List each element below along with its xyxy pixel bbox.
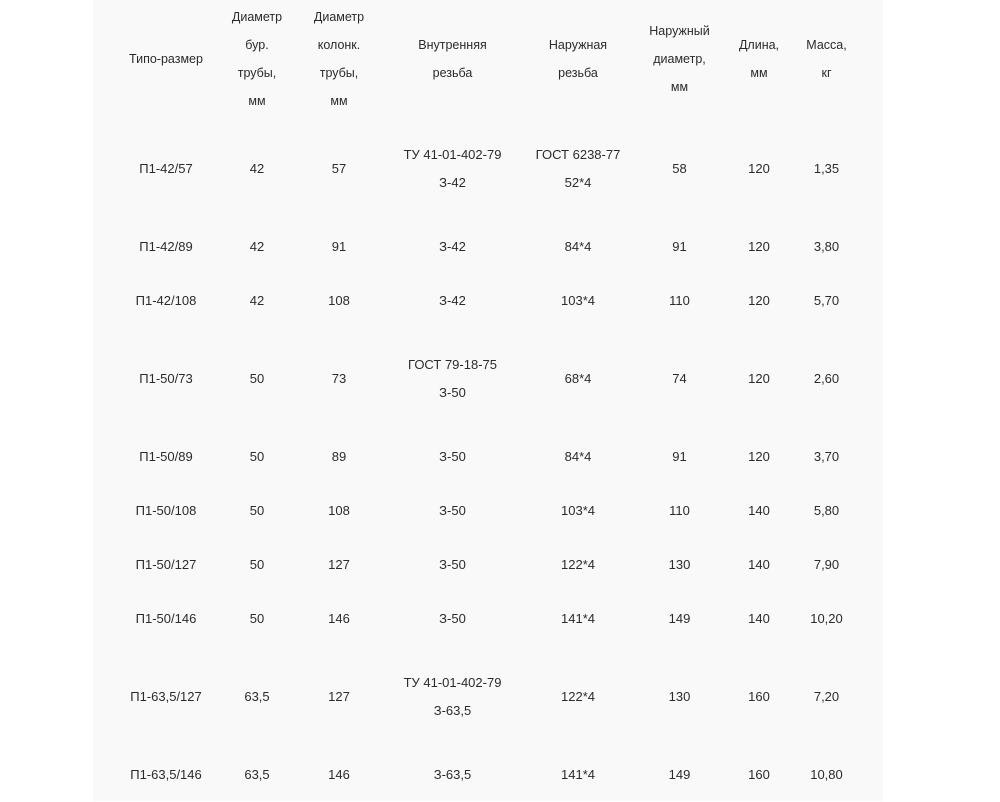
col-header-outer-thread — [527, 0, 629, 118]
cell-mass: 5,80 — [813, 503, 840, 518]
header-text: кг — [821, 66, 832, 80]
col-header-type — [118, 0, 214, 118]
header-text: Диаметр — [313, 10, 365, 24]
cell-outer-thread — [527, 328, 629, 430]
header-text: Наружный — [649, 24, 710, 38]
header-row — [118, 0, 865, 118]
cell-length: 160 — [748, 767, 770, 782]
cell-line: З-50 — [439, 611, 466, 626]
cell-mass: 7,90 — [813, 557, 840, 572]
cell-outer-diameter: 110 — [669, 503, 690, 518]
cell-core-diameter: 73 — [331, 371, 347, 386]
header-text: трубы, — [237, 66, 277, 80]
cell-drill-diameter: 42 — [249, 293, 265, 308]
cell-mass: 3,80 — [813, 239, 840, 254]
col-header-outer-diameter — [629, 0, 730, 118]
header-text: Длина, — [738, 38, 780, 52]
cell-length: 120 — [748, 293, 770, 308]
cell-type: П1-42/57 — [139, 161, 193, 176]
cell-outer-diameter: 110 — [669, 293, 690, 308]
cell-line: З-42 — [439, 175, 466, 190]
cell-outer-thread — [527, 592, 629, 646]
cell-mass: 1,35 — [813, 161, 840, 176]
cell-core-diameter: 146 — [328, 611, 350, 626]
cell-outer-diameter: 74 — [672, 371, 687, 386]
cell-inner-thread — [378, 748, 527, 802]
cell-core-diameter: 91 — [331, 239, 347, 254]
table-row — [118, 592, 865, 646]
cell-length: 140 — [748, 503, 770, 518]
cell-outer-diameter: 91 — [672, 239, 687, 254]
cell-line: 103*4 — [561, 293, 595, 308]
cell-length: 120 — [748, 161, 770, 176]
cell-line: З-50 — [439, 449, 466, 464]
cell-outer-diameter: 58 — [672, 161, 687, 176]
cell-outer-diameter: 149 — [668, 611, 691, 626]
cell-drill-diameter: 42 — [249, 239, 265, 254]
table-row — [118, 118, 865, 220]
table-row — [118, 274, 865, 328]
cell-mass: 3,70 — [813, 449, 840, 464]
cell-inner-thread — [378, 646, 527, 748]
header-text: колонк. — [317, 38, 361, 52]
cell-line: 122*4 — [561, 689, 595, 704]
table-row — [118, 328, 865, 430]
cell-line: 141*4 — [561, 767, 595, 782]
table-row — [118, 484, 865, 538]
cell-line: З-63,5 — [433, 703, 472, 718]
cell-core-diameter: 57 — [331, 161, 347, 176]
cell-outer-thread — [527, 538, 629, 592]
cell-outer-diameter: 130 — [668, 689, 691, 704]
cell-type: П1-50/127 — [135, 557, 197, 572]
cell-mass: 5,70 — [813, 293, 840, 308]
cell-drill-diameter: 50 — [249, 557, 265, 572]
cell-drill-diameter: 50 — [249, 503, 265, 518]
cell-line: З-50 — [439, 503, 466, 518]
cell-inner-thread — [378, 220, 527, 274]
cell-outer-diameter: 149 — [668, 767, 691, 782]
cell-type: П1-50/89 — [139, 449, 193, 464]
cell-inner-thread — [378, 484, 527, 538]
cell-inner-thread — [378, 274, 527, 328]
cell-inner-thread — [378, 118, 527, 220]
cell-line: З-42 — [439, 239, 466, 254]
cell-line: 84*4 — [564, 449, 592, 464]
cell-outer-thread — [527, 274, 629, 328]
header-text: Типо-размер — [129, 52, 203, 66]
cell-line: 141*4 — [561, 611, 595, 626]
cell-core-diameter: 127 — [328, 557, 350, 572]
cell-line: З-63,5 — [433, 767, 472, 782]
cell-drill-diameter: 50 — [249, 371, 265, 386]
table-row — [118, 220, 865, 274]
cell-type: П1-63,5/127 — [130, 689, 202, 704]
header-text: Масса, — [806, 38, 847, 52]
table-header — [118, 0, 865, 118]
cell-line: ГОСТ 6238-77 — [535, 147, 621, 162]
cell-type: П1-63,5/146 — [130, 767, 202, 782]
table-row — [118, 748, 865, 802]
cell-drill-diameter: 42 — [249, 161, 265, 176]
cell-mass: 10,80 — [810, 767, 843, 782]
cell-core-diameter: 146 — [328, 767, 350, 782]
cell-outer-diameter: 130 — [668, 557, 691, 572]
cell-line: 103*4 — [561, 503, 595, 518]
cell-line: ТУ 41-01-402-79 — [403, 147, 502, 162]
cell-type: П1-50/108 — [135, 503, 197, 518]
cell-drill-diameter: 63,5 — [244, 689, 270, 704]
cell-type: П1-42/89 — [139, 239, 193, 254]
header-text: резьба — [558, 66, 598, 80]
cell-drill-diameter: 50 — [249, 449, 265, 464]
cell-line: 122*4 — [561, 557, 595, 572]
col-header-length — [730, 0, 788, 118]
header-text: трубы, — [319, 66, 359, 80]
table-row — [118, 646, 865, 748]
cell-length: 140 — [748, 557, 770, 572]
header-text: мм — [750, 66, 768, 80]
cell-core-diameter: 108 — [328, 503, 350, 518]
cell-line: 52*4 — [564, 175, 592, 190]
cell-drill-diameter: 50 — [249, 611, 265, 626]
header-text: Наружная — [548, 38, 608, 52]
specs-table — [118, 0, 865, 802]
cell-inner-thread — [378, 592, 527, 646]
cell-length: 120 — [748, 371, 770, 386]
cell-outer-diameter: 91 — [672, 449, 687, 464]
cell-line: 68*4 — [564, 371, 592, 386]
cell-outer-thread — [527, 484, 629, 538]
cell-outer-thread — [527, 430, 629, 484]
col-header-inner-thread — [378, 0, 527, 118]
cell-length: 120 — [748, 449, 770, 464]
cell-type: П1-42/108 — [135, 293, 197, 308]
col-header-core-diameter — [300, 0, 378, 118]
cell-inner-thread — [378, 538, 527, 592]
cell-outer-thread — [527, 646, 629, 748]
cell-length: 140 — [748, 611, 770, 626]
table-row — [118, 430, 865, 484]
cell-line: З-50 — [439, 385, 466, 400]
cell-outer-thread — [527, 118, 629, 220]
cell-line: ТУ 41-01-402-79 — [403, 675, 502, 690]
cell-line: ГОСТ 79-18-75 — [408, 357, 497, 372]
header-text: Внутренняя — [418, 38, 487, 52]
cell-outer-thread — [527, 748, 629, 802]
header-text: мм — [670, 80, 689, 94]
cell-mass: 7,20 — [813, 689, 840, 704]
cell-length: 120 — [748, 239, 770, 254]
header-text: бур. — [245, 38, 269, 52]
cell-mass: 2,60 — [813, 371, 840, 386]
header-text: диаметр, — [653, 52, 706, 66]
cell-line: З-50 — [439, 557, 466, 572]
cell-core-diameter: 127 — [328, 689, 350, 704]
cell-inner-thread — [378, 430, 527, 484]
cell-length: 160 — [748, 689, 770, 704]
table-row — [118, 538, 865, 592]
table-body — [118, 118, 865, 802]
header-text: мм — [248, 94, 266, 108]
cell-drill-diameter: 63,5 — [244, 767, 270, 782]
cell-outer-thread — [527, 220, 629, 274]
cell-type: П1-50/73 — [139, 371, 193, 386]
cell-line: З-42 — [439, 293, 466, 308]
col-header-drill-diameter — [214, 0, 300, 118]
cell-core-diameter: 89 — [331, 449, 347, 464]
header-text: Диаметр — [231, 10, 283, 24]
cell-inner-thread — [378, 328, 527, 430]
header-text: мм — [330, 94, 348, 108]
header-text: резьба — [432, 66, 473, 80]
cell-line: 84*4 — [564, 239, 592, 254]
cell-core-diameter: 108 — [328, 293, 350, 308]
cell-type: П1-50/146 — [135, 611, 197, 626]
col-header-mass — [788, 0, 865, 118]
cell-mass: 10,20 — [810, 611, 843, 626]
